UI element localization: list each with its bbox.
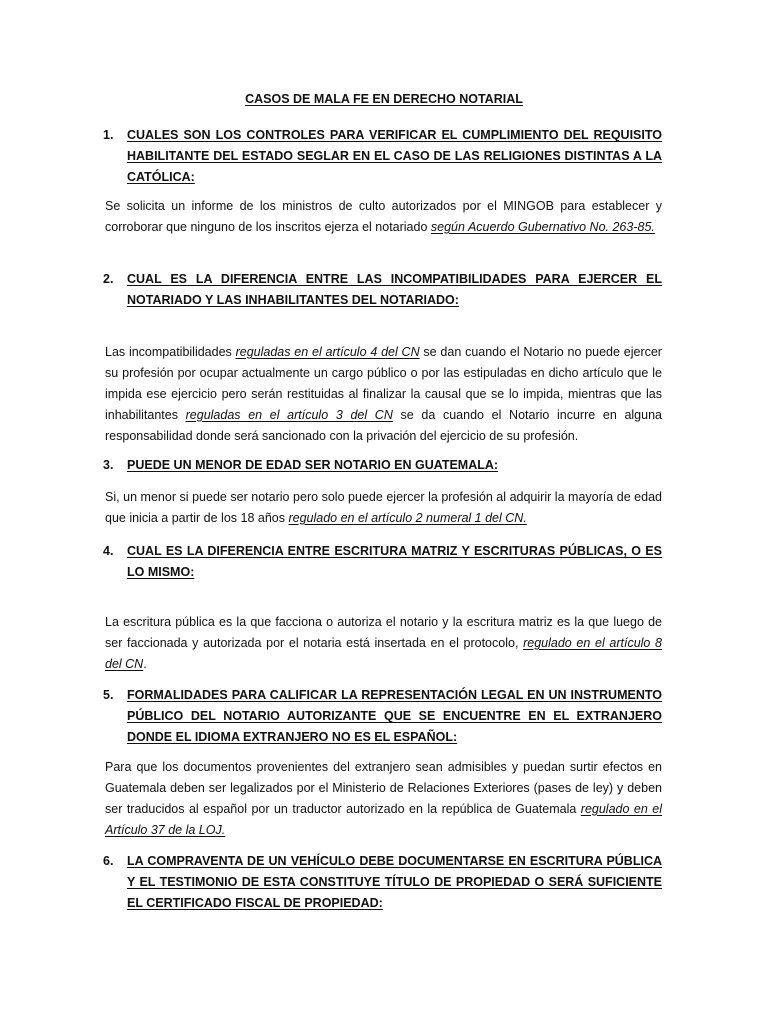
answer-1 (105, 196, 662, 238)
answer-5 (105, 757, 662, 841)
question-text: CUALES SON LOS CONTROLES PARA VERIFICAR EL CUMPLIMIENTO DEL REQUISITO HABILITANTE DEL ESTADO SEGLAR EN EL CASO DE LAS RELIGIONES DISTINTAS A LA CATÓLICA: (127, 128, 662, 184)
legal-reference: reguladas en el artículo 4 del CN (235, 345, 420, 359)
question-number: 6. (103, 854, 114, 868)
question-3 (103, 455, 662, 476)
answer-text: Las incompatibilidades (105, 345, 236, 359)
question-text: CUAL ES LA DIFERENCIA ENTRE LAS INCOMPATIBILIDADES PARA EJERCER EL NOTARIADO Y LAS INHABILITANTES DEL NOTARIADO: (127, 272, 662, 307)
question-number: 4. (103, 544, 114, 558)
answer-text: La escritura pública es la que facciona o autoriza el notario y la escritura matriz es la que luego de ser faccionada y autorizada por el notaria está insertada en el protocolo, (105, 615, 662, 650)
legal-reference: regulado en el Artículo 37 de la LOJ. (105, 802, 663, 837)
question-5 (103, 685, 662, 748)
answer-text: Si, un menor si puede ser notario pero solo puede ejercer la profesión al adquirir la mayoría de edad que inicia a partir de los 18 años (105, 490, 662, 525)
document-title: CASOS DE MALA FE EN DERECHO NOTARIAL (245, 92, 523, 106)
legal-reference: según Acuerdo Gubernativo No. 263-85. (430, 220, 655, 234)
answer-4 (105, 612, 662, 675)
answer-3 (105, 487, 662, 529)
question-number: 1. (103, 128, 114, 142)
legal-reference: reguladas en el artículo 3 del CN (185, 408, 393, 422)
question-4 (103, 541, 662, 583)
answer-text: se da cuando el Notario incurre en alguna responsabilidad donde será sancionado con la privación del ejercicio de su profesión. (105, 408, 662, 443)
question-1 (103, 125, 662, 188)
answer-2 (105, 342, 662, 447)
legal-reference: regulado en el artículo 8 del CN (105, 636, 663, 671)
answer-text: Se solicita un informe de los ministros de culto autorizados por el MINGOB para establecer y corroborar que ninguno de los inscritos ejerza el notariado (105, 199, 662, 234)
question-6 (103, 851, 662, 914)
answer-text: . (143, 657, 147, 671)
question-2 (103, 269, 662, 311)
question-number: 3. (103, 458, 114, 472)
answer-text: se dan cuando el Notario no puede ejercer su profesión por ocupar actualmente un cargo público o por las estipuladas en dicho artículo que le impida ese ejercicio pero serán restituidas al finalizar la causal que se lo impida, mientras que las inhabilitantes (105, 345, 662, 422)
question-text: LA COMPRAVENTA DE UN VEHÍCULO DEBE DOCUMENTARSE EN ESCRITURA PÚBLICA Y EL TESTIMONIO DE ESTA CONSTITUYE TÍTULO DE PROPIEDAD O SERÁ SUFICIENTE EL CERTIFICADO FISCAL DE PROPIEDAD: (127, 854, 662, 910)
answer-text: Para que los documentos provenientes del extranjero sean admisibles y puedan surtir efectos en Guatemala deben ser legalizados por el Ministerio de Relaciones Exteriores (pases de ley) y deben ser traducidos al español por un traductor autorizado en la república de Guatemala (105, 760, 662, 816)
legal-reference: regulado en el artículo 2 numeral 1 del CN. (288, 511, 527, 525)
question-number: 2. (103, 272, 114, 286)
question-text: FORMALIDADES PARA CALIFICAR LA REPRESENTACIÓN LEGAL EN UN INSTRUMENTO PÚBLICO DEL NOTARIO AUTORIZANTE QUE SE ENCUENTRE EN EL EXTRANJERO DONDE EL IDIOMA EXTRANJERO NO ES EL ESPAÑOL: (127, 688, 662, 744)
question-text: CUAL ES LA DIFERENCIA ENTRE ESCRITURA MATRIZ Y ESCRITURAS PÚBLICAS, O ES LO MISMO: (127, 544, 662, 579)
question-text: PUEDE UN MENOR DE EDAD SER NOTARIO EN GUATEMALA: (127, 458, 499, 472)
question-number: 5. (103, 688, 114, 702)
